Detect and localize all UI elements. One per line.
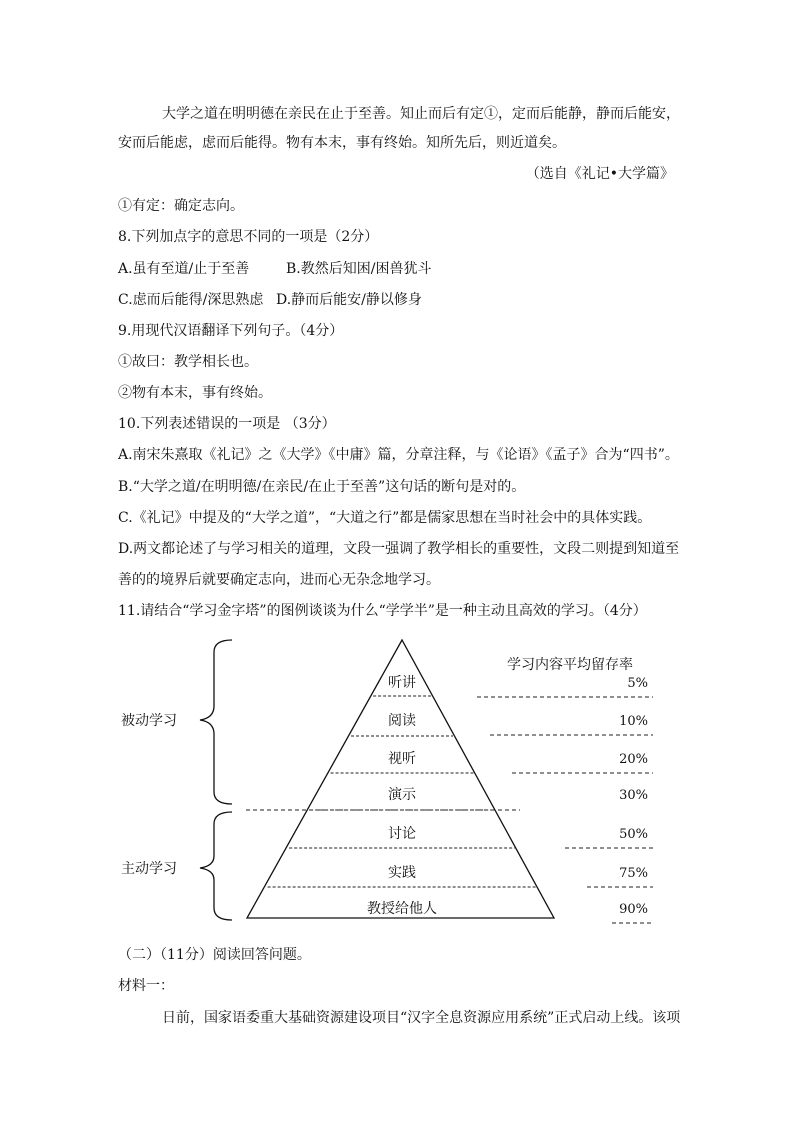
pyramid-level-label: 教授给他人: [367, 901, 437, 917]
retention-value: 10%: [619, 714, 648, 729]
retention-value: 20%: [619, 752, 648, 767]
passage-line-1: 大学之道在明明德在亲民在止于至善。知止而后有定①，定而后能静，静而后能安，: [162, 106, 680, 122]
active-learning-label: 主动学习: [121, 861, 177, 877]
q8-option-c: C.虑而后能得/深思熟虑: [118, 292, 264, 308]
pyramid-level-label: 实践: [388, 865, 416, 881]
material-1-label: 材料一：: [118, 978, 174, 994]
retention-value: 5%: [627, 676, 648, 691]
retention-value: 30%: [619, 788, 648, 803]
q11-stem: 11.请结合“学习金字塔”的图例谈谈为什么“学学半”是一种主动且高效的学习。（4分）: [118, 603, 647, 619]
retention-value: 50%: [619, 827, 648, 842]
q10-option-a: A.南宋朱熹取《礼记》之《大学》《中庸》篇，分章注释，与《论语》《孟子》合为“四书”。: [118, 447, 679, 463]
retention-column-header: 学习内容平均留存率: [507, 657, 633, 673]
q10-option-d-line-1: D.两文都论述了与学习相关的道理，文段一强调了教学相长的重要性，文段二则提到知道至: [118, 541, 680, 557]
section-2-heading: （二）（11分）阅读回答问题。: [118, 947, 311, 963]
q10-option-b: B.“大学之道/在明明德/在亲民/在止于至善”这句话的断句是对的。: [118, 479, 526, 495]
q9-sentence-1: ①故曰：教学相长也。: [118, 354, 258, 370]
q8-option-b: B.教然后知困/困兽犹斗: [286, 261, 432, 277]
q10-option-c: C.《礼记》中提及的“大学之道”，“大道之行”都是儒家思想在当时社会中的具体实践。: [118, 510, 652, 526]
retention-value: 90%: [619, 902, 648, 917]
pyramid-level-label: 演示: [388, 787, 416, 803]
passage-source: （选自《礼记•大学篇》: [525, 166, 674, 182]
passive-learning-label: 被动学习: [121, 713, 177, 729]
passage-line-2: 安而后能虑，虑而后能得。物有本末，事有终始。知所先后，则近道矣。: [118, 135, 566, 151]
pyramid-level-label: 阅读: [388, 713, 416, 729]
active-brace: [200, 812, 232, 920]
q8-option-d: D.静而后能安/静以修身: [276, 292, 422, 308]
q9-sentence-2: ②物有本末，事有终始。: [118, 385, 272, 401]
pyramid-level-label: 听讲: [388, 675, 416, 691]
pyramid-level-label: 讨论: [388, 826, 416, 842]
passage-footnote: ①有定：确定志向。: [118, 198, 244, 214]
q8-stem: 8.下列加点字的意思不同的一项是（2分）: [118, 229, 379, 245]
passive-brace: [200, 640, 232, 804]
q8-option-a: A.虽有至道/止于至善: [118, 261, 250, 277]
retention-value: 75%: [619, 866, 648, 881]
q9-stem: 9.用现代汉语翻译下列句子。（4分）: [118, 323, 344, 339]
material-1-paragraph: 日前，国家语委重大基础资源建设项目“汉字全息资源应用系统”正式启动上线。该项: [162, 1010, 681, 1026]
pyramid-level-label: 视听: [388, 751, 416, 767]
q10-option-d-line-2: 善的的境界后就要确定志向，进而心无杂念地学习。: [118, 572, 440, 588]
q10-stem: 10.下列表述错误的一项是 （3分）: [118, 416, 336, 432]
